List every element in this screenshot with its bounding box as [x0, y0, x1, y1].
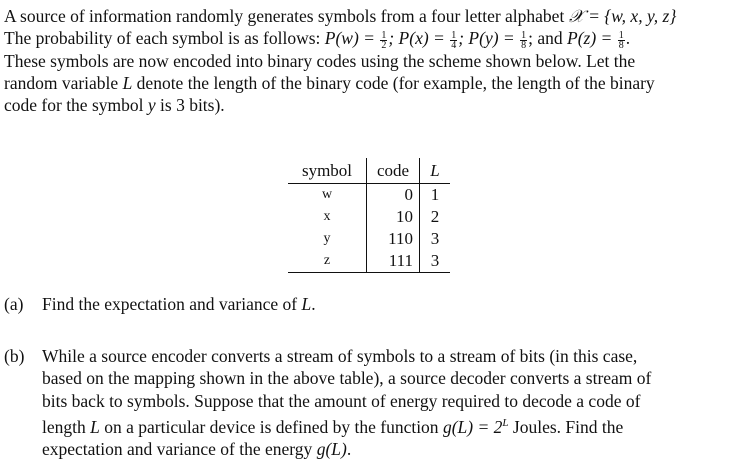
intro-line-5: code for the symbol y is 3 bits).	[4, 95, 225, 116]
code-cell: 0	[367, 184, 420, 207]
table-row	[288, 250, 450, 273]
length-cell: 3	[430, 229, 440, 248]
intro-line-3: These symbols are now encoded into binary codes using the scheme shown below. Let the	[4, 50, 636, 71]
code-cell: 110	[367, 228, 420, 250]
table-row	[288, 228, 450, 250]
fraction-pw: $\frac{1}{2}$	[381, 29, 387, 51]
part-a-label: (a)	[4, 294, 24, 314]
fraction-px: $\frac{1}{4}$	[451, 29, 457, 51]
header-symbol: symbol	[288, 158, 367, 184]
symbol-cell: x	[288, 206, 367, 228]
table-row	[288, 206, 450, 228]
intro-line-1: A source of information randomly generates symbols from a four letter alphabet 𝒳 = {w, x, y, z}	[4, 6, 677, 26]
symbol-cell: z	[288, 250, 367, 273]
part-a	[4, 293, 744, 317]
part-b-label: (b)	[4, 346, 25, 366]
header-code: code	[367, 158, 420, 184]
intro-line-2: The probability of each symbol is as follows: P(w) = $\frac{1}{2}$ ; P(x) = $\frac{1}{4}$ ; P(y) = $\frac{1}{8}$ ; and P(z) = $\frac{1}{8}$ .	[4, 28, 631, 51]
part-b	[4, 345, 744, 460]
length-cell: 1	[430, 185, 440, 204]
fraction-pz: $\frac{1}{8}$	[618, 29, 624, 51]
length-cell: 2	[430, 207, 440, 226]
symbol-cell: y	[288, 228, 367, 250]
symbol-cell: w	[288, 184, 367, 207]
intro-line-4: random variable L denote the length of the binary code (for example, the length of the binary	[4, 73, 655, 94]
part-b-text: While a source encoder converts a stream of symbols to a stream of bits (in this case, based on the mapping shown in the above table), a source decoder converts a stream of bits back to symbols. Suppose that the amount of energy required to decode a code of length L on a particular device is defined by the function $g(L) = 2^L$ Joules. Find the expectation and variance of the energy g(L).	[42, 346, 652, 460]
table-row	[288, 184, 450, 207]
table-header-row	[288, 158, 450, 184]
header-length: L	[420, 158, 451, 184]
fraction-py: $\frac{1}{8}$	[521, 29, 527, 51]
code-table	[288, 158, 450, 273]
length-cell: 3	[420, 250, 451, 273]
part-a-text: Find the expectation and variance of L.	[42, 294, 316, 314]
code-cell: 111	[367, 250, 420, 273]
alphabet-set: 𝒳 = {w, x, y, z}	[568, 6, 677, 26]
problem-intro	[4, 5, 740, 117]
code-cell: 10	[367, 206, 420, 228]
